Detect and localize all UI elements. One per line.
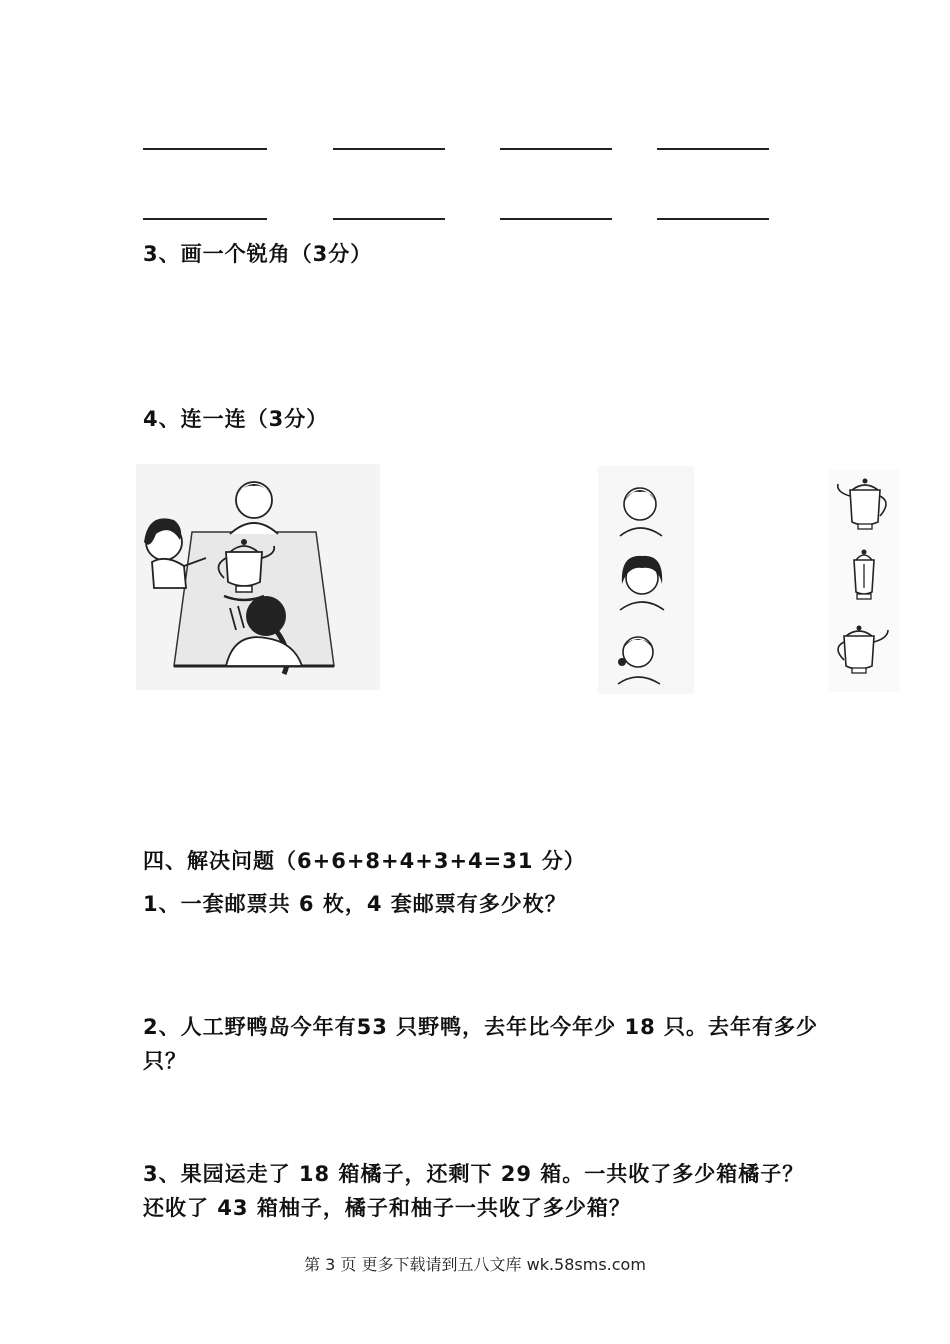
answer-blank[interactable] (500, 218, 612, 220)
answer-blank[interactable] (657, 148, 769, 150)
answer-blank[interactable] (333, 218, 445, 220)
part-four-heading: 四、解决问题（6+6+8+4+3+4=31 分） (143, 849, 586, 873)
teapot-views-column (828, 470, 900, 692)
page-footer: 第 3 页 更多下载请到五八文库 wk.58sms.com (304, 1255, 646, 1274)
problem-1: 1、一套邮票共 6 枚，4 套邮票有多少枚？ (143, 892, 567, 916)
answer-blank[interactable] (500, 148, 612, 150)
table-scene-illustration (134, 462, 382, 694)
children-faces-column (598, 466, 694, 694)
section-4-title: 4、连一连（3分） (143, 407, 329, 431)
section-3-title: 3、画一个锐角（3分） (143, 242, 373, 266)
answer-blank[interactable] (143, 148, 267, 150)
answer-blank[interactable] (333, 148, 445, 150)
answer-blank[interactable] (143, 218, 267, 220)
problem-2: 2、人工野鸭岛今年有53 只野鸭，去年比今年少 18 只。去年有多少只？ (143, 1015, 818, 1073)
problem-3: 3、果园运走了 18 箱橘子，还剩下 29 箱。一共收了多少箱橘子？还收了 43 箱柚子，橘子和柚子一共收了多少箱？ (143, 1162, 805, 1220)
answer-blank[interactable] (657, 218, 769, 220)
